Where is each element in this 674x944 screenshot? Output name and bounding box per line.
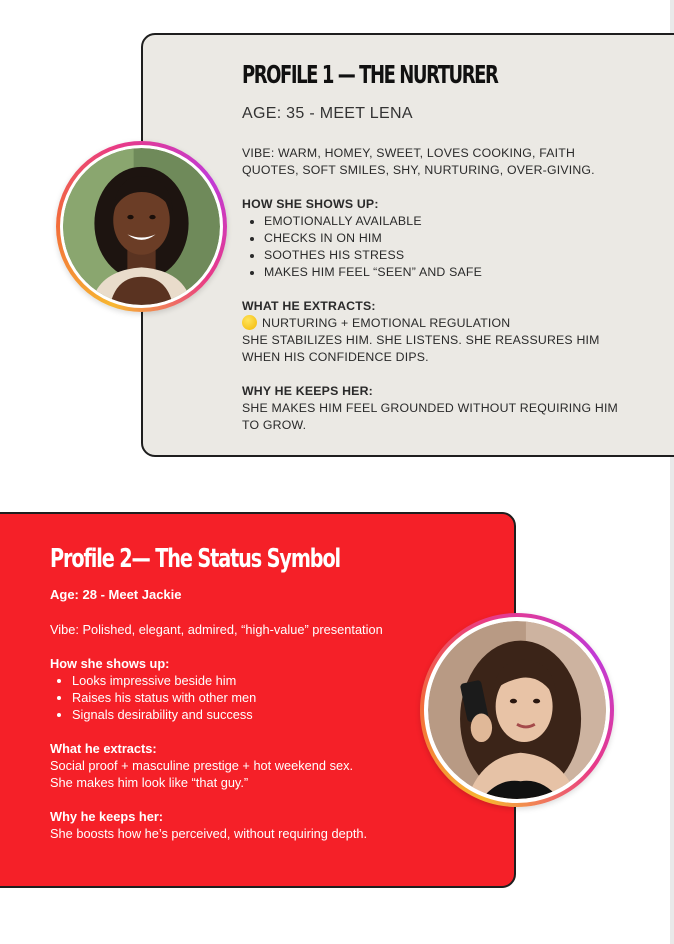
list-item: • EMOTIONALLY AVAILABLE — [264, 213, 622, 230]
profile-2-keeps-label: Why he keeps her: — [50, 809, 164, 824]
profile-2-extracts-label: What he extracts: — [50, 741, 157, 756]
profile-1-extracts-text: NURTURING + EMOTIONAL REGULATION — [262, 316, 511, 330]
profile-1-extracts-detail: SHE STABILIZES HIM. SHE LISTENS. SHE REASSURES HIM WHEN HIS CONFIDENCE DIPS. — [242, 333, 600, 364]
list-item: • Looks impressive beside him — [72, 672, 430, 689]
profile-2-vibe: Vibe: Polished, elegant, admired, “high-value” presentation — [50, 622, 383, 637]
profile-1-title: PROFILE 1 — THE NURTURER — [242, 60, 498, 89]
yellow-circle-icon — [242, 315, 257, 330]
profile-1-body — [242, 145, 622, 434]
profile-2-extracts-detail: She makes him look like “that guy.” — [50, 775, 249, 790]
profile-2-shows-up-list — [50, 672, 430, 723]
profile-2-body — [50, 621, 430, 842]
woman-selfie-portrait-icon — [428, 621, 606, 799]
list-item: • Raises his status with other men — [72, 689, 430, 706]
profile-1-age: AGE: 35 - MEET LENA — [242, 105, 413, 122]
list-item: • MAKES HIM FEEL “SEEN” AND SAFE — [264, 264, 622, 281]
profile-1-shows-up-label: HOW SHE SHOWS UP: — [242, 197, 379, 211]
list-item: • CHECKS IN ON HIM — [264, 230, 622, 247]
profile-1-keeps-label: WHY HE KEEPS HER: — [242, 384, 373, 398]
profile-1-avatar — [56, 141, 227, 312]
profile-1-shows-up-list — [242, 213, 622, 281]
profile-2-avatar — [420, 613, 614, 807]
profile-1-extracts-line — [242, 315, 622, 332]
profile-1-vibe: VIBE: WARM, HOMEY, SWEET, LOVES COOKING, FAITH QUOTES, SOFT SMILES, SHY, NURTURING, OVER-GIVING. — [242, 146, 595, 177]
profile-1-extracts-label: WHAT HE EXTRACTS: — [242, 299, 376, 313]
profile-2-extracts-text: Social proof + masculine prestige + hot weekend sex. — [50, 758, 354, 773]
profile-2-keeps: She boosts how he’s perceived, without requiring depth. — [50, 826, 368, 841]
profile-2-title: Profile 2— The Status Symbol — [50, 544, 341, 574]
profile-2-age: Age: 28 - Meet Jackie — [50, 587, 182, 602]
profile-1-keeps: SHE MAKES HIM FEEL GROUNDED WITHOUT REQUIRING HIM TO GROW. — [242, 401, 618, 432]
profile-2-shows-up-label: How she shows up: — [50, 656, 170, 671]
list-item: • Signals desirability and success — [72, 706, 430, 723]
list-item: • SOOTHES HIS STRESS — [264, 247, 622, 264]
woman-portrait-icon — [63, 148, 220, 305]
